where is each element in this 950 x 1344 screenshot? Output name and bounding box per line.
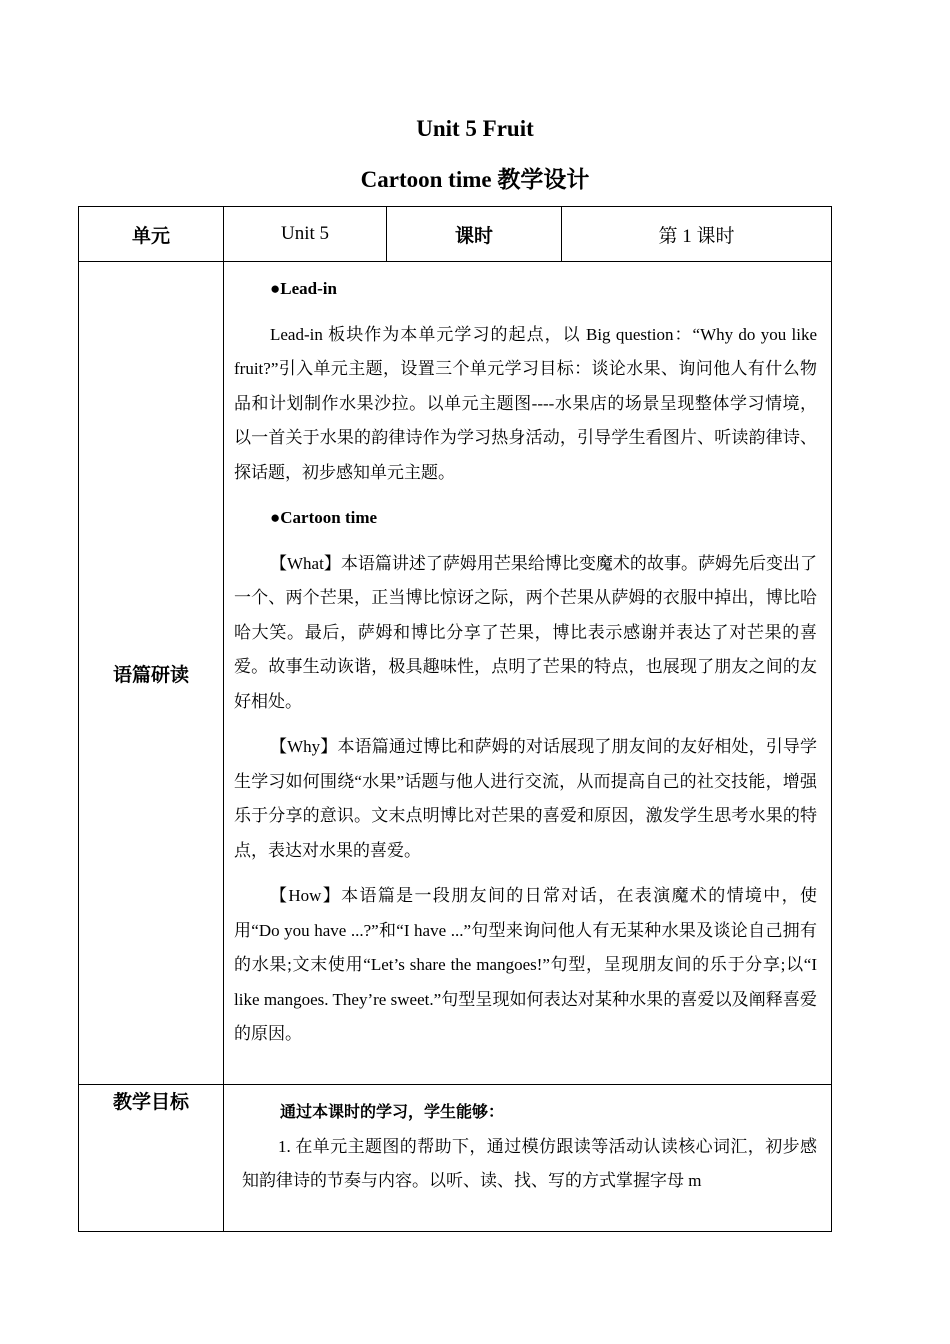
goals-intro: 通过本课时的学习，学生能够：: [280, 1102, 505, 1121]
lesson-value: 第 1 课时: [562, 207, 832, 262]
goals-label: 教学目标: [79, 1085, 224, 1232]
goal-item-1: 1. 在单元主题图的帮助下，通过模仿跟读等活动认读核心词汇，初步感知韵律诗的节奏与内容。以听、读、找、写的方式掌握字母 m: [242, 1136, 817, 1190]
lesson-label: 课时: [387, 207, 562, 262]
how-paragraph: 【How】本语篇是一段朋友间的日常对话，在表演魔术的情境中，使用“Do you have ...?”和“I have ...”句型来询问他人有无某种水果及谈论自己拥有的水果;文末使用“Let’s share the mangoes!”句型，呈现朋友间的乐于分享;以“I like mangoes. They’re sweet.”句型呈现如何表达对某种水果的喜爱以及阐释喜爱的原因。: [234, 886, 817, 1043]
cartoon-heading: ●Cartoon time: [270, 508, 378, 527]
leadin-paragraph: Lead-in 板块作为本单元学习的起点，以 Big question：“Why do you like fruit?”引入单元主题，设置三个单元学习目标：谈论水果、询问他人有什么物品和计划制作水果沙拉。以单元主题图----水果店的场景呈现整体学习情境，以一首关于水果的韵律诗作为学习热身活动，引导学生看图片、听读韵律诗、探话题，初步感知单元主题。: [234, 324, 817, 482]
document-title: Unit 5 Fruit: [416, 116, 534, 141]
header-row: [79, 207, 832, 262]
unit-value: Unit 5: [224, 207, 387, 262]
reading-row: [79, 262, 832, 1085]
reading-content: [224, 262, 832, 1085]
leadin-heading: ●Lead-in: [270, 279, 337, 298]
lesson-plan-table: [78, 206, 832, 1232]
reading-label: 语篇研读: [79, 262, 224, 1085]
goals-content: [224, 1085, 832, 1232]
unit-label: 单元: [79, 207, 224, 262]
document-subtitle: Cartoon time 教学设计: [360, 167, 590, 192]
what-paragraph: 【What】本语篇讲述了萨姆用芒果给博比变魔术的故事。萨姆先后变出了一个、两个芒果，正当博比惊讶之际，两个芒果从萨姆的衣服中掉出，博比哈哈大笑。最后，萨姆和博比分享了芒果，博比表示感谢并表达了对芒果的喜爱。故事生动诙谐，极具趣味性，点明了芒果的特点，也展现了朋友之间的友好相处。: [234, 553, 817, 711]
goals-row: [79, 1085, 832, 1232]
why-paragraph: 【Why】本语篇通过博比和萨姆的对话展现了朋友间的友好相处，引导学生学习如何围绕“水果”话题与他人进行交流，从而提高自己的社交技能，增强乐于分享的意识。文末点明博比对芒果的喜爱和原因，激发学生思考水果的特点，表达对水果的喜爱。: [234, 737, 817, 860]
